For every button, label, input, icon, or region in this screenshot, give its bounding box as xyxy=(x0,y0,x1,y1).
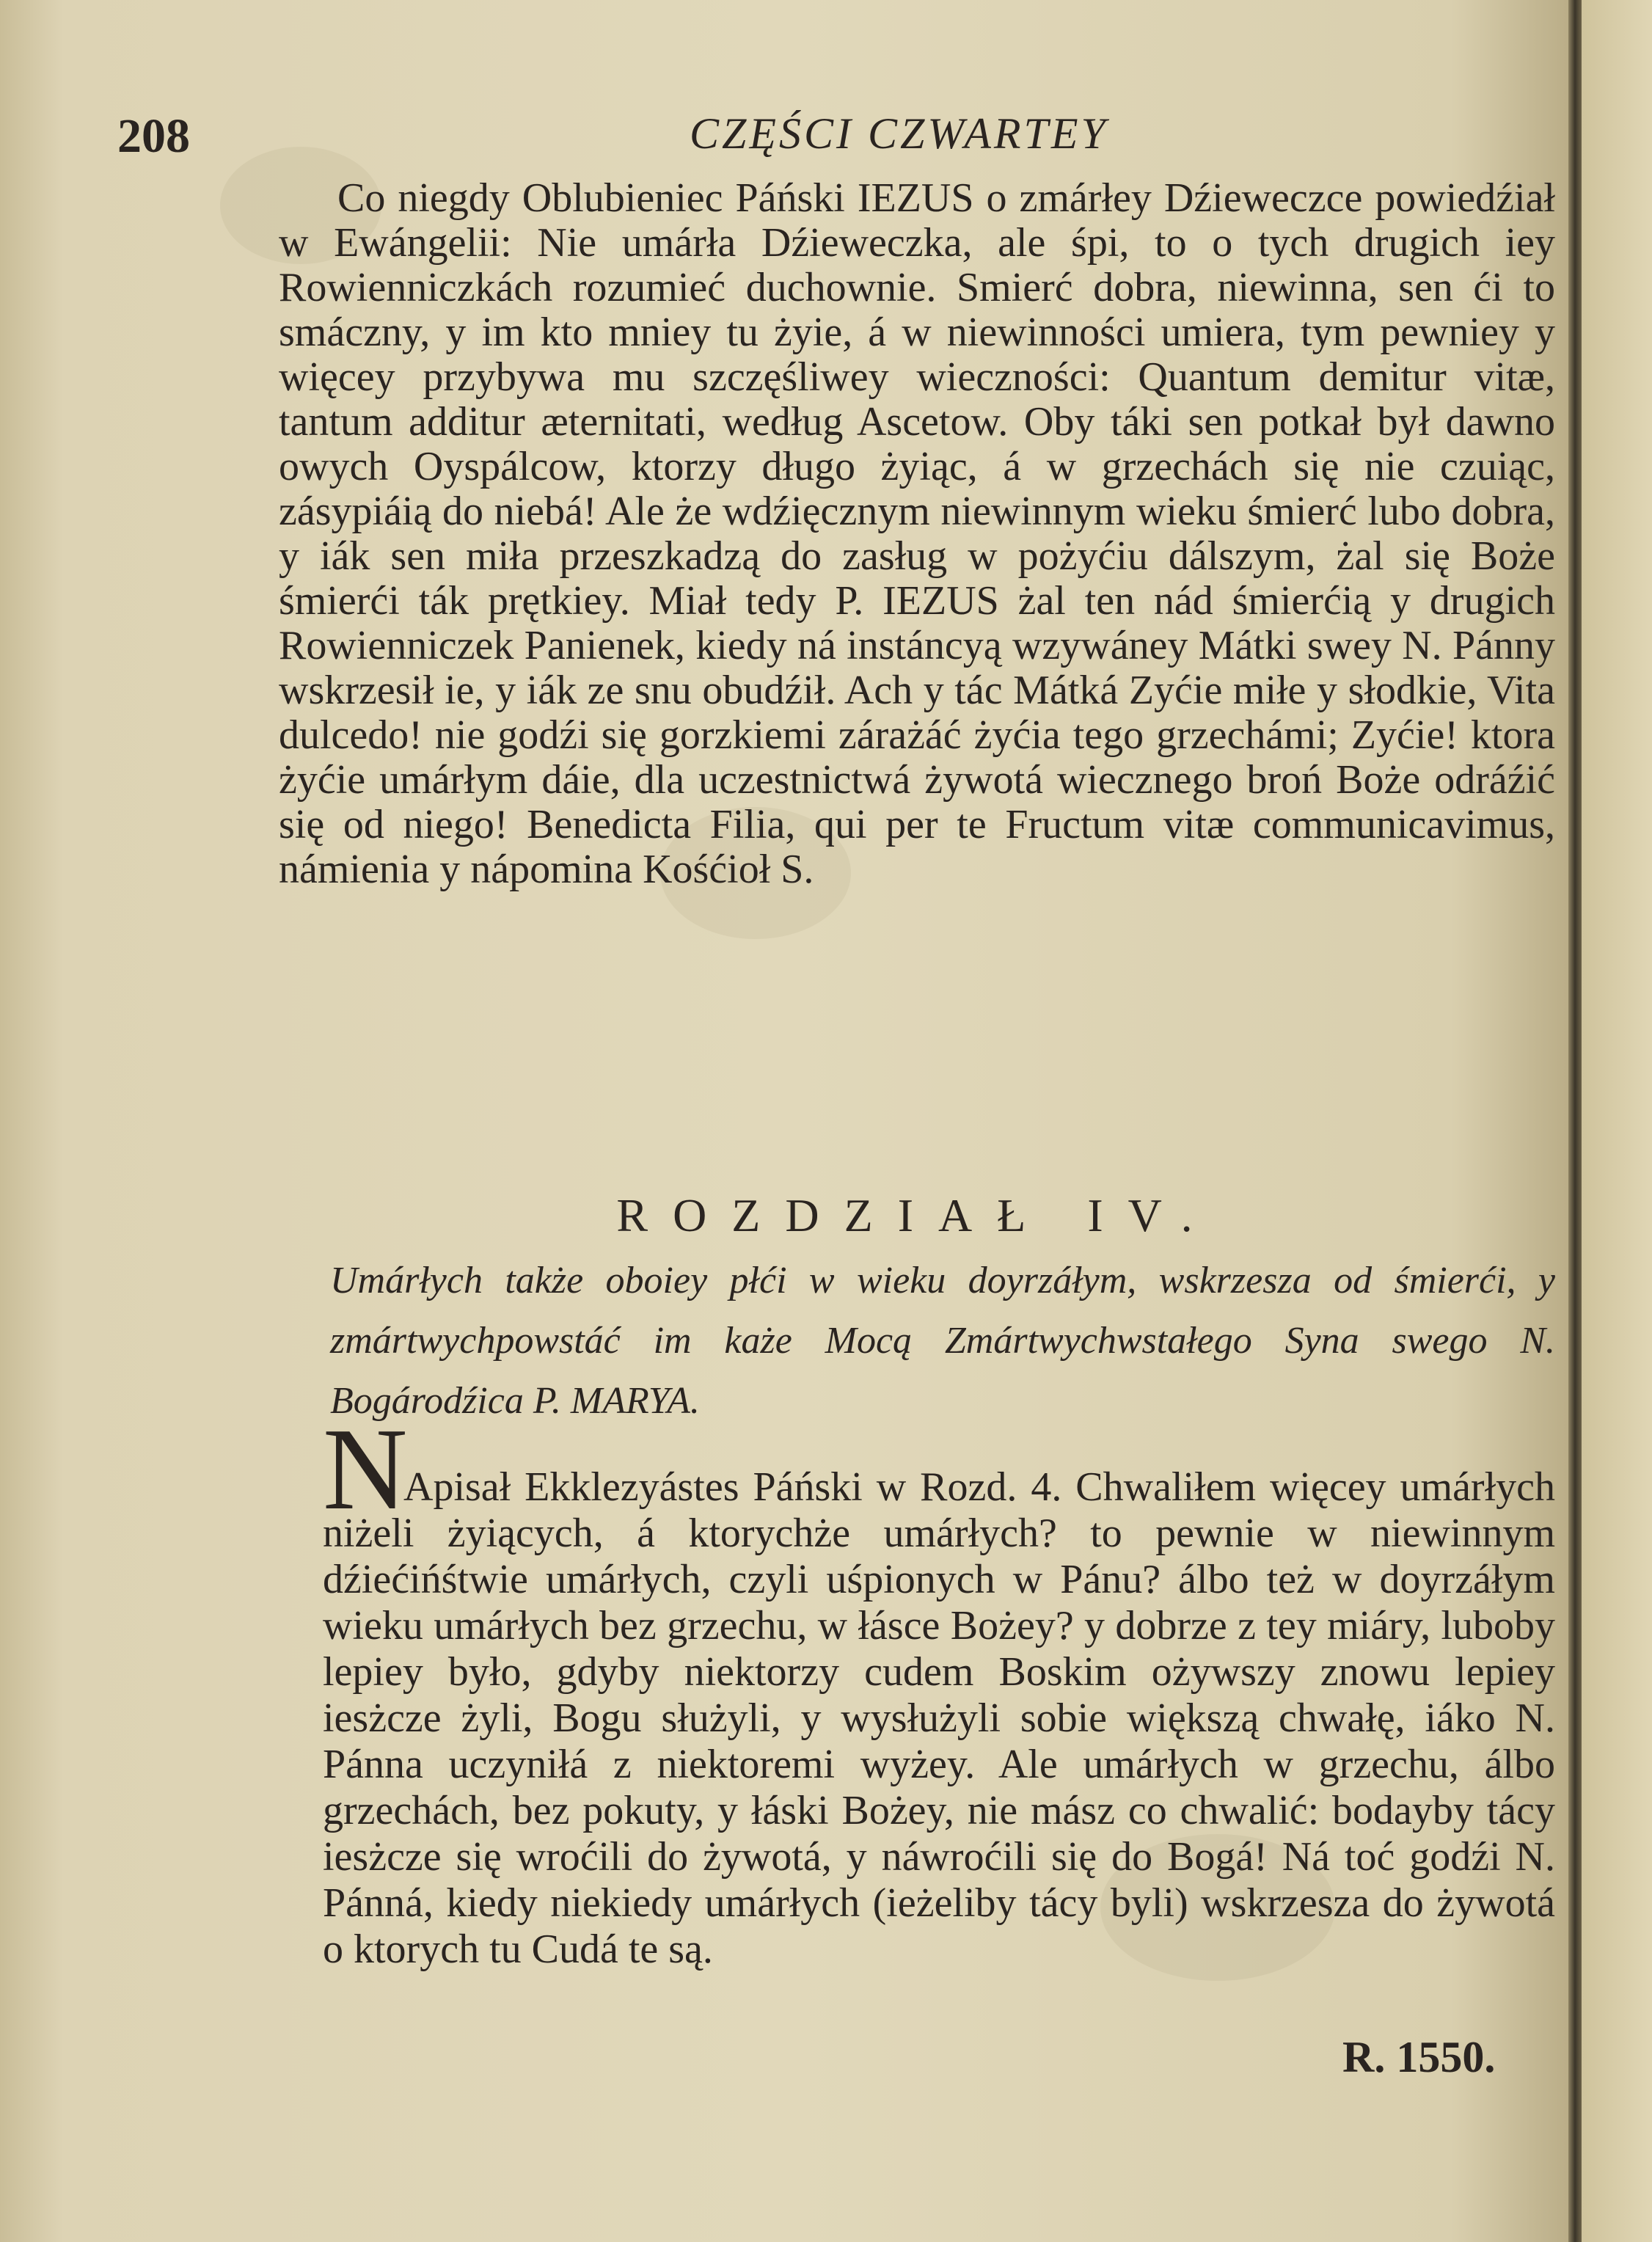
paragraph-two-text: Apisał Ekklezyástes Páński w Rozd. 4. Chwaliłem więcey umárłych niżeli żyiących, á ktorychże umárłych? to pewnie w niewinnym dźiećińśtwie umárłych, czyli uśpionych w Pánu? álbo też w doyrzáłym wieku umárłych bez grzechu, w łásce Bożey? y dobrze z tey miáry, luboby lepiey było, gdyby niektorzy cudem Boskim ożywszy znowu lepiey iesżcze żyli, Bogu służyli, y wysłużyli sobie większą chwałę, iáko N. Pánna uczyniłá z niektoremi wyżey. Ale umárłych w grzechu, álbo grzechách, bez pokuty, y łáski Bożey, nie mász co chwalić: bodayby tácy iesżcze się wroćili do żywotá, y náwroćili się do Bogá! Ná toć godźi N. Pánná, kiedy niekiedy umárłych (ieżeliby tácy byli) wskrzesza do żywotá o ktorych tu Cudá te są. xyxy=(323,1464,1555,1972)
book-gutter xyxy=(1568,0,1582,2242)
chapter-summary: Umárłych także oboiey płći w wieku doyrzáłym, wskrzesza od śmierći, y zmártwychpowstáć im każe Mocą Zmártwychwstałego Syna swego N. Bogárodźica P. MARYA. xyxy=(330,1260,1555,1422)
chapter-title: ROZDZIAŁ IV. xyxy=(616,1189,1218,1241)
page-header xyxy=(117,109,1555,167)
drop-cap: N xyxy=(323,1403,408,1534)
catchword: R. 1550. xyxy=(1342,2033,1496,2081)
paragraph-one-text: Co niegdy Oblubieniec Páński IEZUS o zmárłey Dźieweczce powiedźiał w Ewángelii: Nie umárła Dźieweczka, ale śpi, to o tych drugich iey Rowienniczkách rozumieć duchownie. Smierć dobra, niewinna, sen ći to smáczny, y im kto mniey tu żyie, á w niewinności umiera, tym pewniey y więcey przybywa mu szczęśliwey wieczności: Quantum demitur vitæ, tantum additur æternitati, według Ascetow. Oby táki sen potkał był dawno owych Oyspálcow, ktorzy długo żyiąc, á w grzechách się nie czuiąc, zásypiáią do niebá! Ale że wdźięcznym niewinnym wieku śmierć lubo dobra, y iák sen miła przeszkadzą do zasług w pożyćiu dálszym, żal się Boże śmierći ták prętkiey. Miał tedy P. IEZUS żal ten nád śmierćią y drugich Rowienniczek Panienek, kiedy ná instáncyą wzywáney Mátki swey N. Pánny wskrzesił ie, y iák ze snu obudźił. Ach y tác Mátká Zyćie miłe y słodkie, Vita dulcedo! nie godźi się gorzkiemi zárażáć żyćia tego grzechámi; Zyćie! ktora żyćie umárłym dáie, dla uczestnictwá żywotá wiecznego broń Boże odráźić się od niego! Benedicta Filia, qui per te Fructum vitæ communicavimus, námienia y nápomina Kośćioł S. xyxy=(279,175,1555,892)
paragraph-two xyxy=(323,1423,1555,2014)
facing-page-edge xyxy=(1582,0,1652,2242)
running-head: CZĘŚCI CZWARTEY xyxy=(690,109,1108,158)
paragraph-one xyxy=(279,176,1555,892)
page-number: 208 xyxy=(117,109,190,163)
